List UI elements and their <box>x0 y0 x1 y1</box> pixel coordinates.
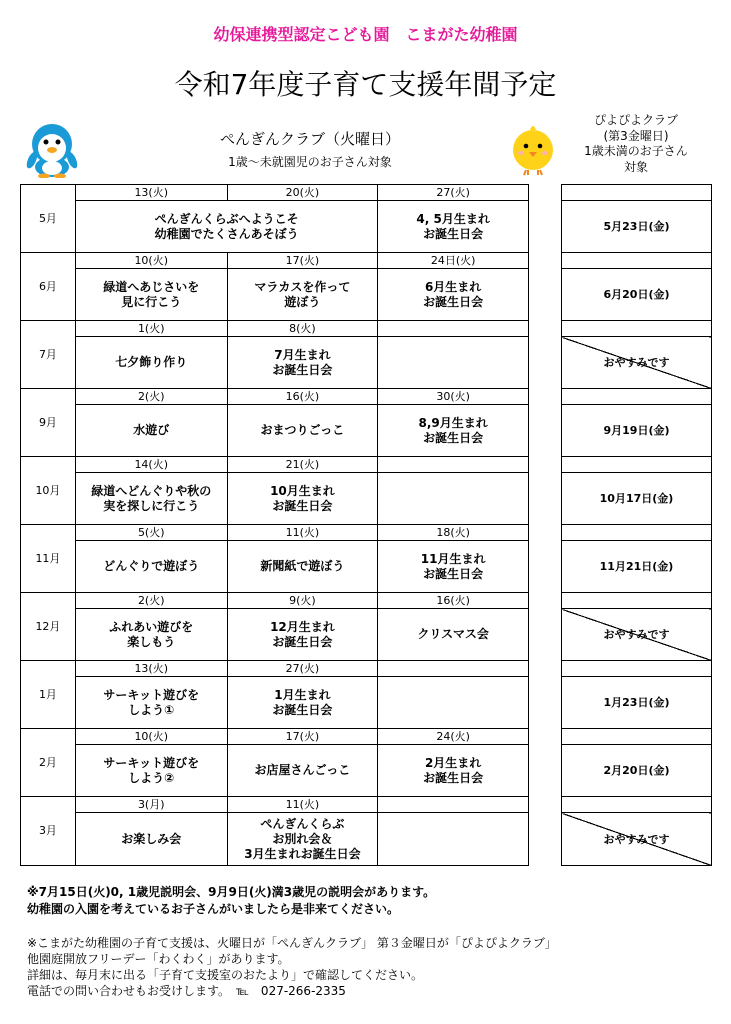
piyo-row <box>562 201 712 253</box>
piyo-date: 6月20日(金) <box>562 269 712 321</box>
session-date: 5(火) <box>75 525 227 541</box>
event-cell: 7月生まれ お誕生日会 <box>227 337 378 389</box>
event-row <box>21 609 529 661</box>
note-line: 他園庭開放フリーデー「わくわく」があります。 <box>27 952 290 966</box>
piyo-club-day: (第3金曜日) <box>603 128 669 143</box>
session-date: 16(火) <box>378 593 529 609</box>
month-label: 1月 <box>21 661 76 729</box>
notes-bold <box>27 884 435 918</box>
session-date: 17(火) <box>227 729 378 745</box>
month-label: 9月 <box>21 389 76 457</box>
event-cell: 4, 5月生まれ お誕生日会 <box>378 201 529 253</box>
date-row <box>21 525 529 541</box>
piyo-spacer <box>562 797 712 813</box>
piyo-row <box>562 541 712 593</box>
piyo-spacer <box>562 661 712 677</box>
session-date: 17(火) <box>227 253 378 269</box>
event-cell: ふれあい遊びを 楽しもう <box>75 609 227 661</box>
date-row <box>21 457 529 473</box>
piyo-row <box>562 405 712 457</box>
session-date: 10(火) <box>75 253 227 269</box>
event-cell: サーキット遊びを しよう① <box>75 677 227 729</box>
piyo-spacer-row <box>562 525 712 541</box>
piyo-row <box>562 813 712 866</box>
piyo-spacer <box>562 253 712 269</box>
session-date: 21(火) <box>227 457 378 473</box>
date-row <box>21 593 529 609</box>
penguin-schedule-table <box>20 184 529 866</box>
session-date: 9(火) <box>227 593 378 609</box>
event-row <box>21 405 529 457</box>
session-date: 14(火) <box>75 457 227 473</box>
date-row <box>21 321 529 337</box>
event-cell: 8,9月生まれ お誕生日会 <box>378 405 529 457</box>
event-cell <box>378 813 529 866</box>
piyo-spacer-row <box>562 457 712 473</box>
date-row <box>21 729 529 745</box>
event-cell: 新聞紙で遊ぼう <box>227 541 378 593</box>
month-label: 2月 <box>21 729 76 797</box>
event-cell: お楽しみ会 <box>75 813 227 866</box>
piyo-schedule-table <box>561 184 712 866</box>
session-date: 11(火) <box>227 797 378 813</box>
piyo-date: 1月23日(金) <box>562 677 712 729</box>
piyo-date: 9月19日(金) <box>562 405 712 457</box>
event-row <box>21 473 529 525</box>
piyo-row <box>562 337 712 389</box>
session-date <box>378 661 529 677</box>
event-cell: 水遊び <box>75 405 227 457</box>
piyo-holiday: おやすみです <box>562 813 712 866</box>
event-cell: クリスマス会 <box>378 609 529 661</box>
piyo-date: 2月20日(金) <box>562 745 712 797</box>
piyo-club-target-suffix: 対象 <box>623 159 648 174</box>
event-row <box>21 269 529 321</box>
session-date: 11(火) <box>227 525 378 541</box>
piyo-spacer-row <box>562 661 712 677</box>
session-date: 2(火) <box>75 593 227 609</box>
session-date: 13(火) <box>75 185 227 201</box>
session-date: 16(火) <box>227 389 378 405</box>
event-cell: ぺんぎんくらぶ お別れ会＆ 3月生まれお誕生日会 <box>227 813 378 866</box>
event-cell <box>378 677 529 729</box>
session-date: 24日(火) <box>378 253 529 269</box>
month-label: 12月 <box>21 593 76 661</box>
piyo-spacer-row <box>562 797 712 813</box>
session-date: 8(火) <box>227 321 378 337</box>
piyo-spacer-row <box>562 185 712 201</box>
event-cell: お店屋さんごっこ <box>227 745 378 797</box>
piyo-club-name: ぴよぴよクラブ <box>593 113 678 127</box>
event-cell: 2月生まれ お誕生日会 <box>378 745 529 797</box>
session-date: 20(火) <box>227 185 378 201</box>
event-row <box>21 677 529 729</box>
piyo-spacer-row <box>562 321 712 337</box>
piyo-spacer-row <box>562 253 712 269</box>
date-row <box>21 797 529 813</box>
piyo-holiday: おやすみです <box>562 337 712 389</box>
event-cell <box>378 337 529 389</box>
piyo-spacer <box>562 593 712 609</box>
note-bold-line: 幼稚園の入園を考えているお子さんがいましたら是非来てください。 <box>27 902 400 916</box>
date-row <box>21 389 529 405</box>
penguin-icon <box>24 120 80 178</box>
event-cell: 七夕飾り作り <box>75 337 227 389</box>
month-label: 5月 <box>21 185 76 253</box>
session-date: 18(火) <box>378 525 529 541</box>
event-row <box>21 337 529 389</box>
month-label: 10月 <box>21 457 76 525</box>
piyo-row <box>562 473 712 525</box>
event-cell: 緑道へあじさいを 見に行こう <box>75 269 227 321</box>
event-cell: 10月生まれ お誕生日会 <box>227 473 378 525</box>
penguin-club-target: 1歳～未就園児のお子さん対象 <box>228 155 392 169</box>
date-row <box>21 253 529 269</box>
piyo-club-target: 1歳未満のお子さん <box>584 144 688 158</box>
piyo-date: 10月17日(金) <box>562 473 712 525</box>
piyo-spacer-row <box>562 593 712 609</box>
note-line: 電話での問い合わせもお受けします。 ℡ 027-266-2335 <box>27 984 346 998</box>
session-date: 1(火) <box>75 321 227 337</box>
month-label: 3月 <box>21 797 76 866</box>
event-cell: どんぐりで遊ぼう <box>75 541 227 593</box>
piyo-row <box>562 745 712 797</box>
event-cell: 6月生まれ お誕生日会 <box>378 269 529 321</box>
note-line: ※こまがた幼稚園の子育て支援は、火曜日が「ぺんぎんクラブ」 第３金曜日が「ぴよぴよクラブ」 <box>27 936 557 950</box>
date-row <box>21 185 529 201</box>
month-label: 11月 <box>21 525 76 593</box>
event-cell: 1月生まれ お誕生日会 <box>227 677 378 729</box>
piyo-row <box>562 269 712 321</box>
session-date: 10(火) <box>75 729 227 745</box>
piyo-spacer <box>562 457 712 473</box>
note-line: 詳細は、毎月末に出る「子育て支援室のおたより」で確認してください。 <box>27 968 424 982</box>
month-label: 6月 <box>21 253 76 321</box>
session-date: 24(火) <box>378 729 529 745</box>
piyo-spacer <box>562 525 712 541</box>
penguin-club-name: ぺんぎんクラブ（火曜日） <box>219 130 400 148</box>
session-date <box>378 457 529 473</box>
event-cell: 緑道へどんぐりや秋の 実を探しに行こう <box>75 473 227 525</box>
piyo-spacer <box>562 729 712 745</box>
date-row <box>21 661 529 677</box>
piyo-spacer-row <box>562 389 712 405</box>
event-cell: サーキット遊びを しよう② <box>75 745 227 797</box>
organization-name: 幼保連携型認定こども園 こまがた幼稚園 <box>213 25 518 44</box>
event-row <box>21 541 529 593</box>
event-row <box>21 745 529 797</box>
piyo-row <box>562 609 712 661</box>
session-date: 27(火) <box>227 661 378 677</box>
notes-info <box>27 935 557 999</box>
event-row <box>21 813 529 866</box>
piyo-date: 5月23日(金) <box>562 201 712 253</box>
note-bold-line: ※7月15日(火)0, 1歳児説明会、9月9日(火)満3歳児の説明会があります。 <box>27 885 436 899</box>
piyo-club-info <box>560 113 712 175</box>
event-cell: おまつりごっこ <box>227 405 378 457</box>
piyo-holiday: おやすみです <box>562 609 712 661</box>
piyo-spacer <box>562 185 712 201</box>
piyo-spacer <box>562 321 712 337</box>
session-date <box>378 797 529 813</box>
chick-icon <box>508 120 558 176</box>
session-date: 30(火) <box>378 389 529 405</box>
event-cell: ぺんぎんくらぶへようこそ 幼稚園でたくさんあそぼう <box>75 201 377 253</box>
piyo-row <box>562 677 712 729</box>
session-date: 27(火) <box>378 185 529 201</box>
piyo-spacer-row <box>562 729 712 745</box>
session-date <box>378 321 529 337</box>
session-date: 2(火) <box>75 389 227 405</box>
event-cell <box>378 473 529 525</box>
page-title: 令和7年度子育て支援年間予定 <box>174 68 557 101</box>
session-date: 13(火) <box>75 661 227 677</box>
piyo-spacer <box>562 389 712 405</box>
event-cell: 12月生まれ お誕生日会 <box>227 609 378 661</box>
month-label: 7月 <box>21 321 76 389</box>
event-row <box>21 201 529 253</box>
event-cell: マラカスを作って 遊ぼう <box>227 269 378 321</box>
event-cell: 11月生まれ お誕生日会 <box>378 541 529 593</box>
piyo-date: 11月21日(金) <box>562 541 712 593</box>
session-date: 3(月) <box>75 797 227 813</box>
